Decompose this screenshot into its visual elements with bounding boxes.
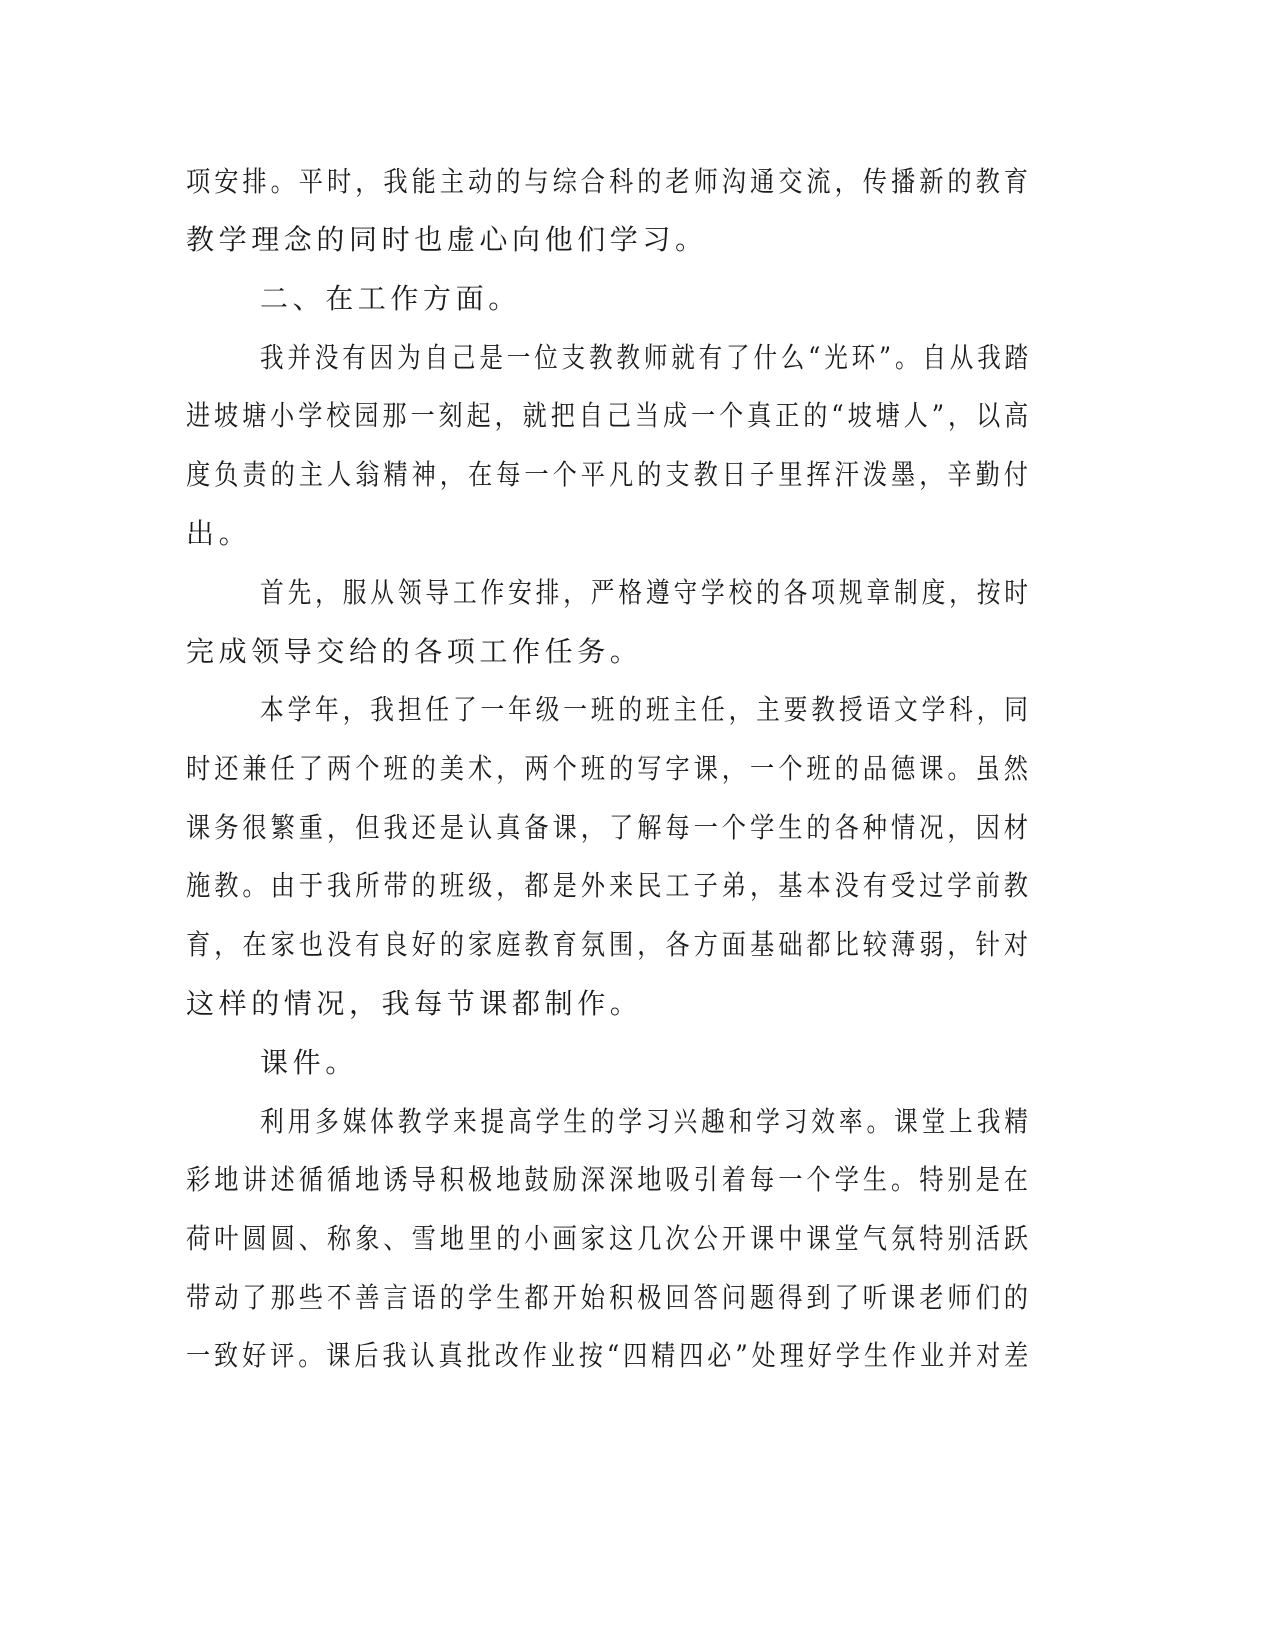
text-line-18: 彩地讲述循循地诱导积极地鼓励深深地吸引着每一个学生。特别是在 bbox=[186, 1163, 1033, 1196]
text-line-17: 利用多媒体教学来提高学生的学习兴趣和学习效率。课堂上我精 bbox=[260, 1105, 1032, 1138]
text-line-4: 我并没有因为自己是一位支教教师就有了什么“光环”。自从我踏 bbox=[260, 341, 1033, 374]
text-line-16: 课件。 bbox=[260, 1046, 358, 1079]
text-line-11: 时还兼任了两个班的美术，两个班的写字课，一个班的品德课。虽然 bbox=[186, 752, 1033, 785]
text-line-19: 荷叶圆圆、称象、雪地里的小画家这几次公开课中课堂气氛特别活跃 bbox=[186, 1222, 1033, 1255]
section-heading-work: 二、在工作方面。 bbox=[260, 282, 521, 315]
text-line-21: 一致好评。课后我认真批改作业按“四精四必”处理好学生作业并对差 bbox=[186, 1339, 1033, 1372]
text-line-12: 课务很繁重，但我还是认真备课，了解每一个学生的各种情况，因材 bbox=[186, 811, 1033, 844]
text-line-6: 度负责的主人翁精神，在每一个平凡的支教日子里挥汗泼墨，辛勤付 bbox=[186, 458, 1033, 491]
text-line-9: 完成领导交给的各项工作任务。 bbox=[186, 635, 643, 668]
text-line-10: 本学年，我担任了一年级一班的班主任，主要教授语文学科，同 bbox=[260, 693, 1032, 726]
text-line-2: 教学理念的同时也虚心向他们学习。 bbox=[186, 223, 708, 256]
text-line-14: 育，在家也没有良好的家庭教育氛围，各方面基础都比较薄弱，针对 bbox=[186, 928, 1033, 961]
text-line-15: 这样的情况，我每节课都制作。 bbox=[186, 987, 643, 1020]
text-line-13: 施教。由于我所带的班级，都是外来民工子弟，基本没有受过学前教 bbox=[186, 869, 1033, 902]
text-line-5: 进坡塘小学校园那一刻起，就把自己当成一个真正的“坡塘人”，以高 bbox=[186, 399, 1033, 432]
text-line-8: 首先，服从领导工作安排，严格遵守学校的各项规章制度，按时 bbox=[260, 576, 1032, 609]
text-line-20: 带动了那些不善言语的学生都开始积极回答问题得到了听课老师们的 bbox=[186, 1281, 1033, 1314]
text-line-7: 出。 bbox=[186, 517, 252, 550]
text-line-1: 项安排。平时，我能主动的与综合科的老师沟通交流，传播新的教育 bbox=[186, 165, 1033, 198]
